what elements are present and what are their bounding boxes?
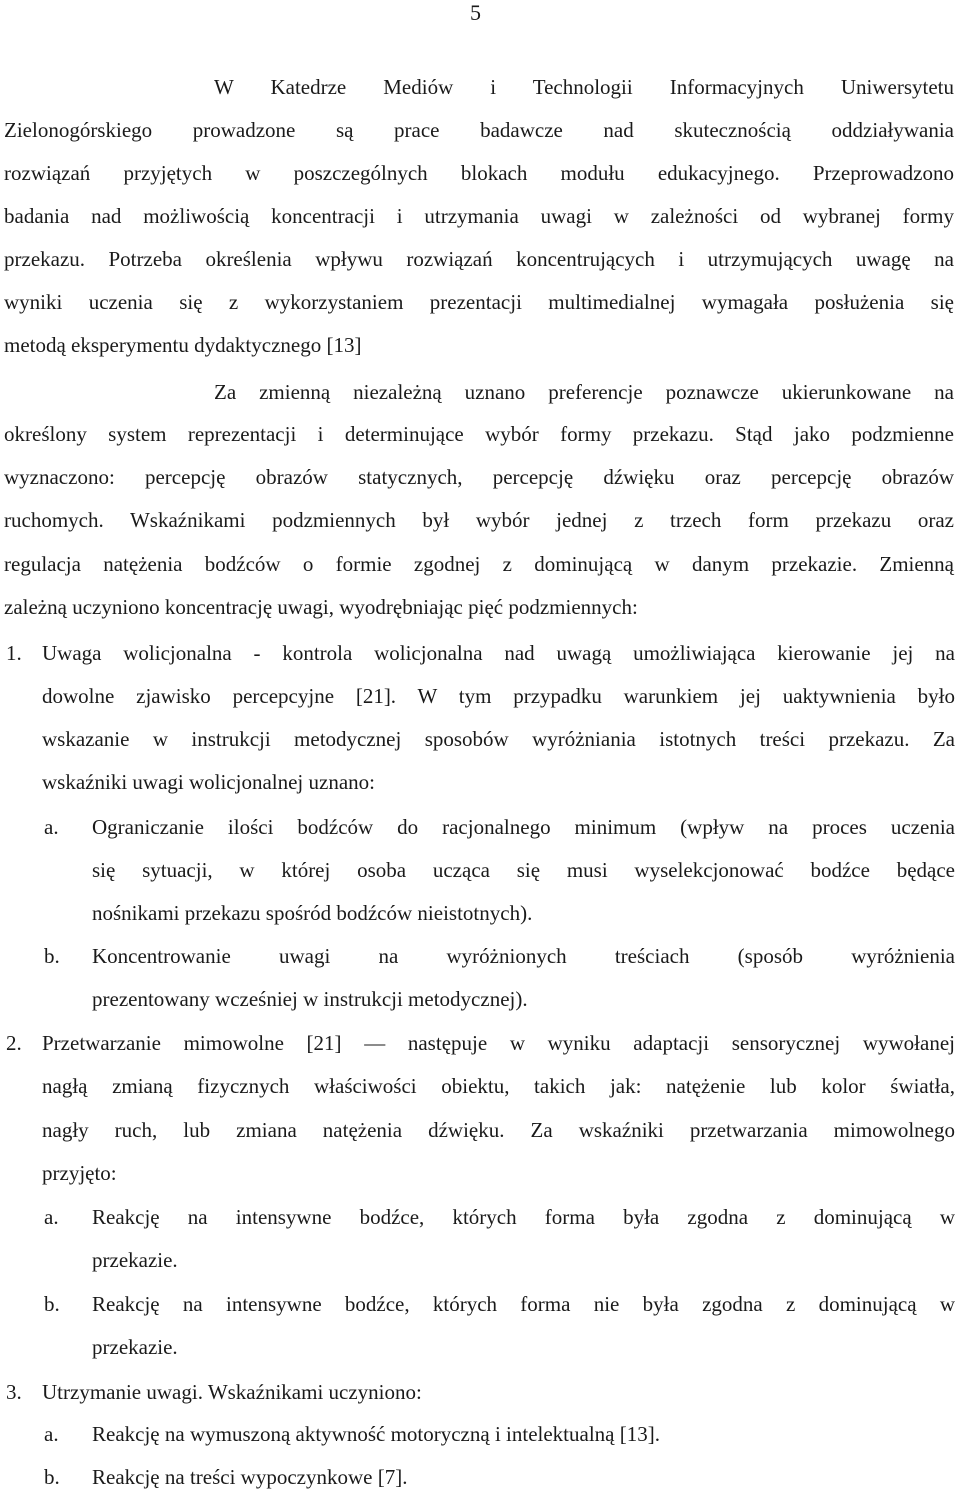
text-line: rozwiązań przyjętych w poszczególnych blokach modułu edukacyjnego. Przeprowadzono [4, 161, 954, 185]
page-number: 5 [470, 0, 481, 25]
text-line: Ograniczanie ilości bodźców do racjonalnego minimum (wpływ na proces uczenia [92, 815, 955, 839]
text-line: Koncentrowanie uwagi na wyróżnionych treściach (sposób wyróżnienia [92, 944, 955, 968]
text-line: przyjęto: [42, 1161, 117, 1185]
list-marker: b. [44, 944, 60, 968]
list-marker: 2. [6, 1031, 22, 1055]
text-line: wskazanie w instrukcji metodycznej sposobów wyróżniania istotnych treści przekazu. Za [42, 727, 955, 751]
text-line: wskaźniki uwagi wolicjonalnej uznano: [42, 770, 375, 794]
text-line: Reakcję na intensywne bodźce, których forma nie była zgodna z dominującą w [92, 1292, 955, 1316]
text-line: przekazie. [92, 1335, 178, 1359]
text-line: W Katedrze Mediów i Technologii Informacyjnych Uniwersytetu [214, 75, 954, 99]
text-line: wyznaczono: percepcję obrazów statycznych, percepcję dźwięku oraz percepcję obrazów [4, 465, 954, 489]
list-marker: 1. [6, 641, 22, 665]
text-line: Utrzymanie uwagi. Wskaźnikami uczyniono: [42, 1380, 422, 1404]
list-marker: 3. [6, 1380, 22, 1404]
text-line: Za zmienną niezależną uznano preferencje poznawcze ukierunkowane na [214, 380, 954, 404]
text-line: Reakcję na wymuszoną aktywność motoryczną i intelektualną [13]. [92, 1422, 660, 1446]
list-marker: a. [44, 1422, 59, 1446]
text-line: dowolne zjawisko percepcyjne [21]. W tym przypadku warunkiem jej uaktywnienia było [42, 684, 955, 708]
text-line: ruchomych. Wskaźnikami podzmiennych był wybór jednej z trzech form przekazu oraz [4, 508, 954, 532]
text-line: nagłą zmianą fizycznych właściwości obiektu, takich jak: natężenie lub kolor światła, [42, 1074, 955, 1098]
text-line: Przetwarzanie mimowolne [21] — następuje w wyniku adaptacji sensorycznej wywołanej [42, 1031, 955, 1055]
text-line: przekazie. [92, 1248, 178, 1272]
text-line: Uwaga wolicjonalna - kontrola wolicjonalna nad uwagą umożliwiająca kierowanie jej na [42, 641, 955, 665]
text-line: wyniki uczenia się z wykorzystaniem prezentacji multimedialnej wymagała posłużenia się [4, 290, 954, 314]
text-line: badania nad możliwością koncentracji i utrzymania uwagi w zależności od wybranej formy [4, 204, 954, 228]
text-line: prezentowany wcześniej w instrukcji metodycznej). [92, 987, 528, 1011]
text-line: Reakcję na intensywne bodźce, których forma była zgodna z dominującą w [92, 1205, 955, 1229]
text-line: określony system reprezentacji i determinujące wybór formy przekazu. Stąd jako podzmienne [4, 422, 954, 446]
text-line: nagły ruch, lub zmiana natężenia dźwięku. Za wskaźniki przetwarzania mimowolnego [42, 1118, 955, 1142]
text-line: Zielonogórskiego prowadzone są prace badawcze nad skutecznością oddziaływania [4, 118, 954, 142]
text-line: przekazu. Potrzeba określenia wpływu rozwiązań koncentrujących i utrzymujących uwagę na [4, 247, 954, 271]
list-marker: b. [44, 1292, 60, 1316]
list-marker: a. [44, 815, 59, 839]
text-line: metodą eksperymentu dydaktycznego [13] [4, 333, 362, 357]
text-line: regulacja natężenia bodźców o formie zgodnej z dominującą w danym przekazie. Zmienną [4, 552, 954, 576]
list-marker: b. [44, 1465, 60, 1489]
text-line: się sytuacji, w której osoba ucząca się musi wyselekcjonować bodźce będące [92, 858, 955, 882]
list-marker: a. [44, 1205, 59, 1229]
text-line: zależną uczyniono koncentrację uwagi, wyodrębniając pięć podzmiennych: [4, 595, 638, 619]
text-line: Reakcję na treści wypoczynkowe [7]. [92, 1465, 408, 1489]
text-line: nośnikami przekazu spośród bodźców nieistotnych). [92, 901, 533, 925]
